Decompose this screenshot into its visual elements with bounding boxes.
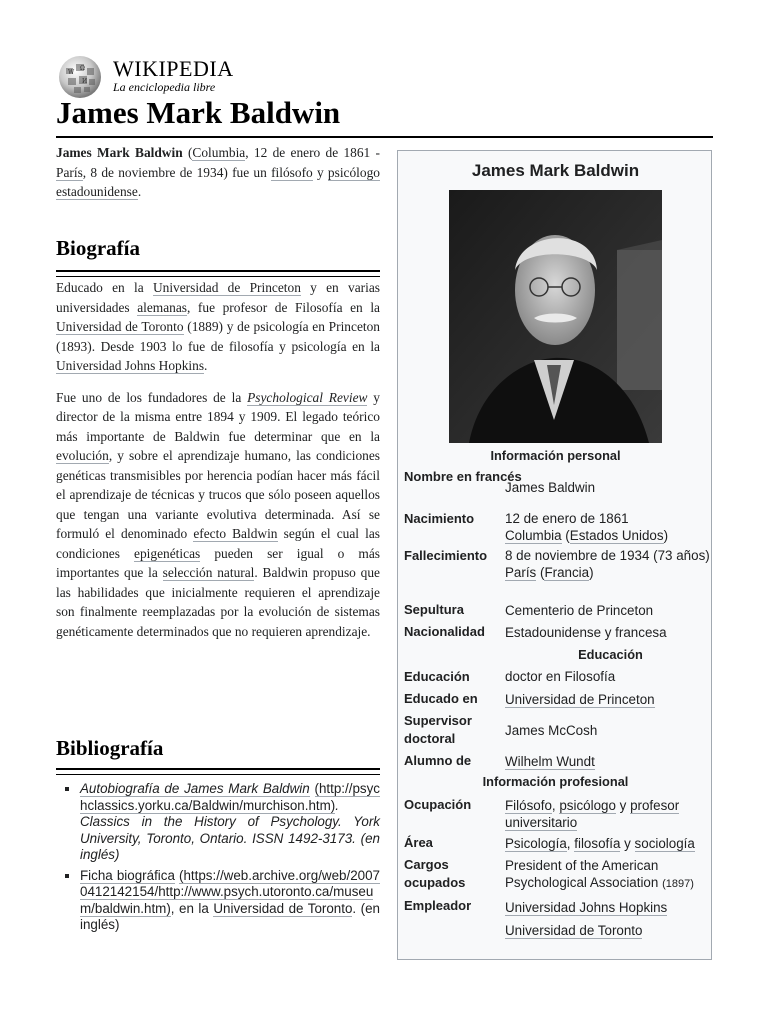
link-psicologo[interactable]: psicólogo	[559, 798, 616, 813]
infobox-value: James McCosh	[505, 723, 598, 738]
link-columbia[interactable]: Columbia	[192, 145, 246, 160]
infobox-label: Nacimiento	[404, 511, 475, 526]
infobox-label: Alumno de	[404, 753, 472, 768]
infobox-value: Cementerio de Princeton	[505, 603, 654, 618]
link-psicologo[interactable]: psicólogo	[327, 164, 380, 180]
external-link-url[interactable]: (http://psychclassics.yorku.ca/Baldwin/murchison.htm)	[80, 781, 380, 813]
link-estadounidense[interactable]: estadounidense	[56, 184, 138, 199]
section-heading-bibliografia: Bibliografía	[56, 736, 164, 760]
citation-text: . (en inglés)	[80, 900, 381, 932]
link-toronto[interactable]: Universidad de Toronto	[213, 900, 353, 916]
intro-text: , 8 de noviembre de 1934) fue un	[82, 164, 272, 180]
link-johns-hopkins[interactable]: Universidad Johns Hopkins	[56, 358, 205, 373]
wikipedia-globe-logo[interactable]	[56, 54, 104, 100]
svg-text:Ω: Ω	[80, 65, 85, 72]
infobox	[397, 150, 712, 960]
infobox-label: Educación	[404, 669, 470, 684]
position-text: President of the American Psychological Association	[505, 858, 659, 890]
infobox-label: Sepultura	[404, 602, 464, 617]
section-divider	[56, 768, 380, 775]
infobox-label: Nacionalidad	[404, 624, 485, 639]
infobox-label: Educado en	[404, 691, 478, 706]
bio-text: . Baldwin propuso que las habilidades que inicialmente requieren el aprendizaje son finalmente reemplazadas por la evolución de sistemas genéticamente determinados que no requieren aprendizaje.	[56, 565, 381, 639]
list-item	[80, 868, 380, 934]
infobox-label: Nombre en francés	[404, 469, 522, 484]
bibliography-list	[56, 781, 380, 934]
link-epigeneticas[interactable]: epigenéticas	[134, 545, 201, 561]
bio-paragraph-2	[56, 388, 380, 642]
external-link-url[interactable]: (https://web.archive.org/web/20070412142154/http://www.psych.utoronto.ca/museum/baldwin.htm)	[80, 867, 380, 916]
link-filosofia[interactable]: filosofía	[574, 836, 621, 851]
link-wilhelm-wundt[interactable]: Wilhelm Wundt	[505, 754, 595, 769]
biografia-body	[56, 278, 380, 653]
infobox-value	[505, 899, 710, 916]
link-columbia[interactable]: Columbia	[505, 528, 562, 543]
portrait-photo[interactable]	[449, 190, 662, 443]
link-princeton[interactable]: Universidad de Princeton	[505, 692, 655, 707]
bio-paragraph-1	[56, 278, 380, 376]
intro-paragraph	[56, 143, 380, 202]
link-profesor[interactable]: profesor universitario	[505, 798, 680, 830]
bio-text: y director de la misma entre 1894 y 1909. El legado teórico más importante de Baldwin fue determinar que en la	[56, 389, 380, 444]
link-psicologia[interactable]: Psicología	[505, 836, 567, 851]
link-francia[interactable]: Francia	[544, 565, 590, 580]
link-paris[interactable]: París	[56, 164, 83, 180]
intro-text: (	[182, 145, 193, 160]
infobox-label: Supervisor doctoral	[404, 713, 472, 746]
section-divider	[56, 270, 380, 277]
infobox-label: Ocupación	[404, 797, 472, 812]
wikipedia-wordmark[interactable]: WIKIPEDIA	[113, 56, 234, 81]
link-seleccion-natural[interactable]: selección natural	[162, 565, 255, 580]
svg-text:W: W	[68, 69, 75, 76]
infobox-section-personal: Información personal	[490, 448, 621, 463]
wikipedia-tagline: La enciclopedia libre	[113, 80, 216, 94]
infobox-value	[505, 691, 710, 708]
bio-text: , fue profesor de Filosofía en la	[187, 299, 380, 315]
link-estados-unidos[interactable]: Estados Unidos	[569, 528, 664, 543]
link-princeton[interactable]: Universidad de Princeton	[152, 280, 301, 295]
link-alemanas[interactable]: alemanas	[137, 299, 188, 315]
link-toronto[interactable]: Universidad de Toronto	[505, 923, 643, 938]
title-divider	[56, 136, 713, 138]
link-filosofo[interactable]: filósofo	[271, 164, 313, 180]
link-evolucion[interactable]: evolución	[56, 448, 109, 463]
infobox-value: James Baldwin	[505, 480, 596, 495]
link-efecto-baldwin[interactable]: efecto Baldwin	[193, 526, 278, 541]
infobox-value	[505, 753, 710, 770]
page-title: James Mark Baldwin	[56, 95, 341, 130]
infobox-value	[505, 922, 710, 939]
infobox-value	[505, 857, 710, 893]
link-toronto[interactable]: Universidad de Toronto	[56, 319, 184, 334]
infobox-section-education: Educación	[578, 647, 643, 662]
bio-text: (1889) y de psicología en Princeton (1893). Desde 1903 lo fue de filosofía y psicología en la	[56, 319, 380, 354]
link-psychological-review[interactable]: Psychological Review	[247, 389, 368, 405]
bio-text: según el cual las condiciones	[56, 526, 380, 561]
svg-text:И: И	[82, 78, 88, 85]
bio-text: Fue uno de los fundadores de la	[56, 389, 248, 405]
infobox-value: 8 de noviembre de 1934 (73 años) París (Francia)	[505, 548, 710, 580]
infobox-section-professional: Información profesional	[482, 774, 629, 789]
bio-text: , y sobre el aprendizaje humano, las condiciones genéticas transmisibles por herencia podían hacer más fácil el aprendizaje de técnicas y trucos que sólo poseen aquellos que tengan una variante evolutiva determinada. Así se formuló el denominado	[56, 448, 380, 541]
infobox-label: Área	[404, 835, 433, 850]
subject-name: James Mark Baldwin	[56, 145, 183, 160]
link-johns-hopkins[interactable]: Universidad Johns Hopkins	[505, 900, 668, 915]
bio-text: pueden ser igual o más importantes que la	[56, 545, 380, 580]
infobox-value: Psicología, filosofía y sociología	[505, 836, 695, 851]
infobox-value: Estadounidense y francesa	[505, 625, 667, 640]
link-filosofo[interactable]: Filósofo	[505, 798, 552, 813]
birth-date: 12 de enero de 1861	[505, 511, 629, 526]
infobox-value: doctor en Filosofía	[505, 669, 616, 684]
infobox-label: Fallecimiento	[404, 548, 488, 563]
section-heading-biografia: Biografía	[56, 236, 140, 260]
citation-text: , en la	[170, 900, 214, 916]
intro-text: .	[137, 184, 142, 199]
intro-text: , 12 de enero de 1861 -	[245, 145, 380, 160]
bio-text: y en varias universidades	[56, 280, 380, 315]
infobox-title: James Mark Baldwin	[471, 161, 640, 180]
link-autobiografia[interactable]: Autobiografía de James Mark Baldwin	[80, 781, 310, 796]
intro-text: y	[312, 164, 328, 180]
bio-text: .	[204, 358, 208, 373]
link-ficha-biografica[interactable]: Ficha biográfica	[80, 867, 175, 883]
link-paris[interactable]: París	[505, 565, 537, 580]
infobox-value: 12 de enero de 1861 Columbia (Estados Unidos)	[505, 511, 669, 543]
list-item	[80, 781, 380, 864]
bio-text: Educado en la	[56, 280, 153, 295]
citation-text: . Classics in the History of Psychology. York University, Toronto, Ontario. ISSN 1492-3173. (en inglés)	[80, 797, 380, 862]
infobox-label: Empleador	[404, 898, 472, 913]
link-sociologia[interactable]: sociología	[634, 836, 695, 851]
infobox-label: Cargos ocupados	[404, 857, 466, 890]
position-year: (1897)	[662, 878, 694, 890]
infobox-value: Filósofo, psicólogo y profesor universitario	[505, 798, 680, 830]
death-date: 8 de noviembre de 1934 (73 años)	[505, 548, 710, 563]
